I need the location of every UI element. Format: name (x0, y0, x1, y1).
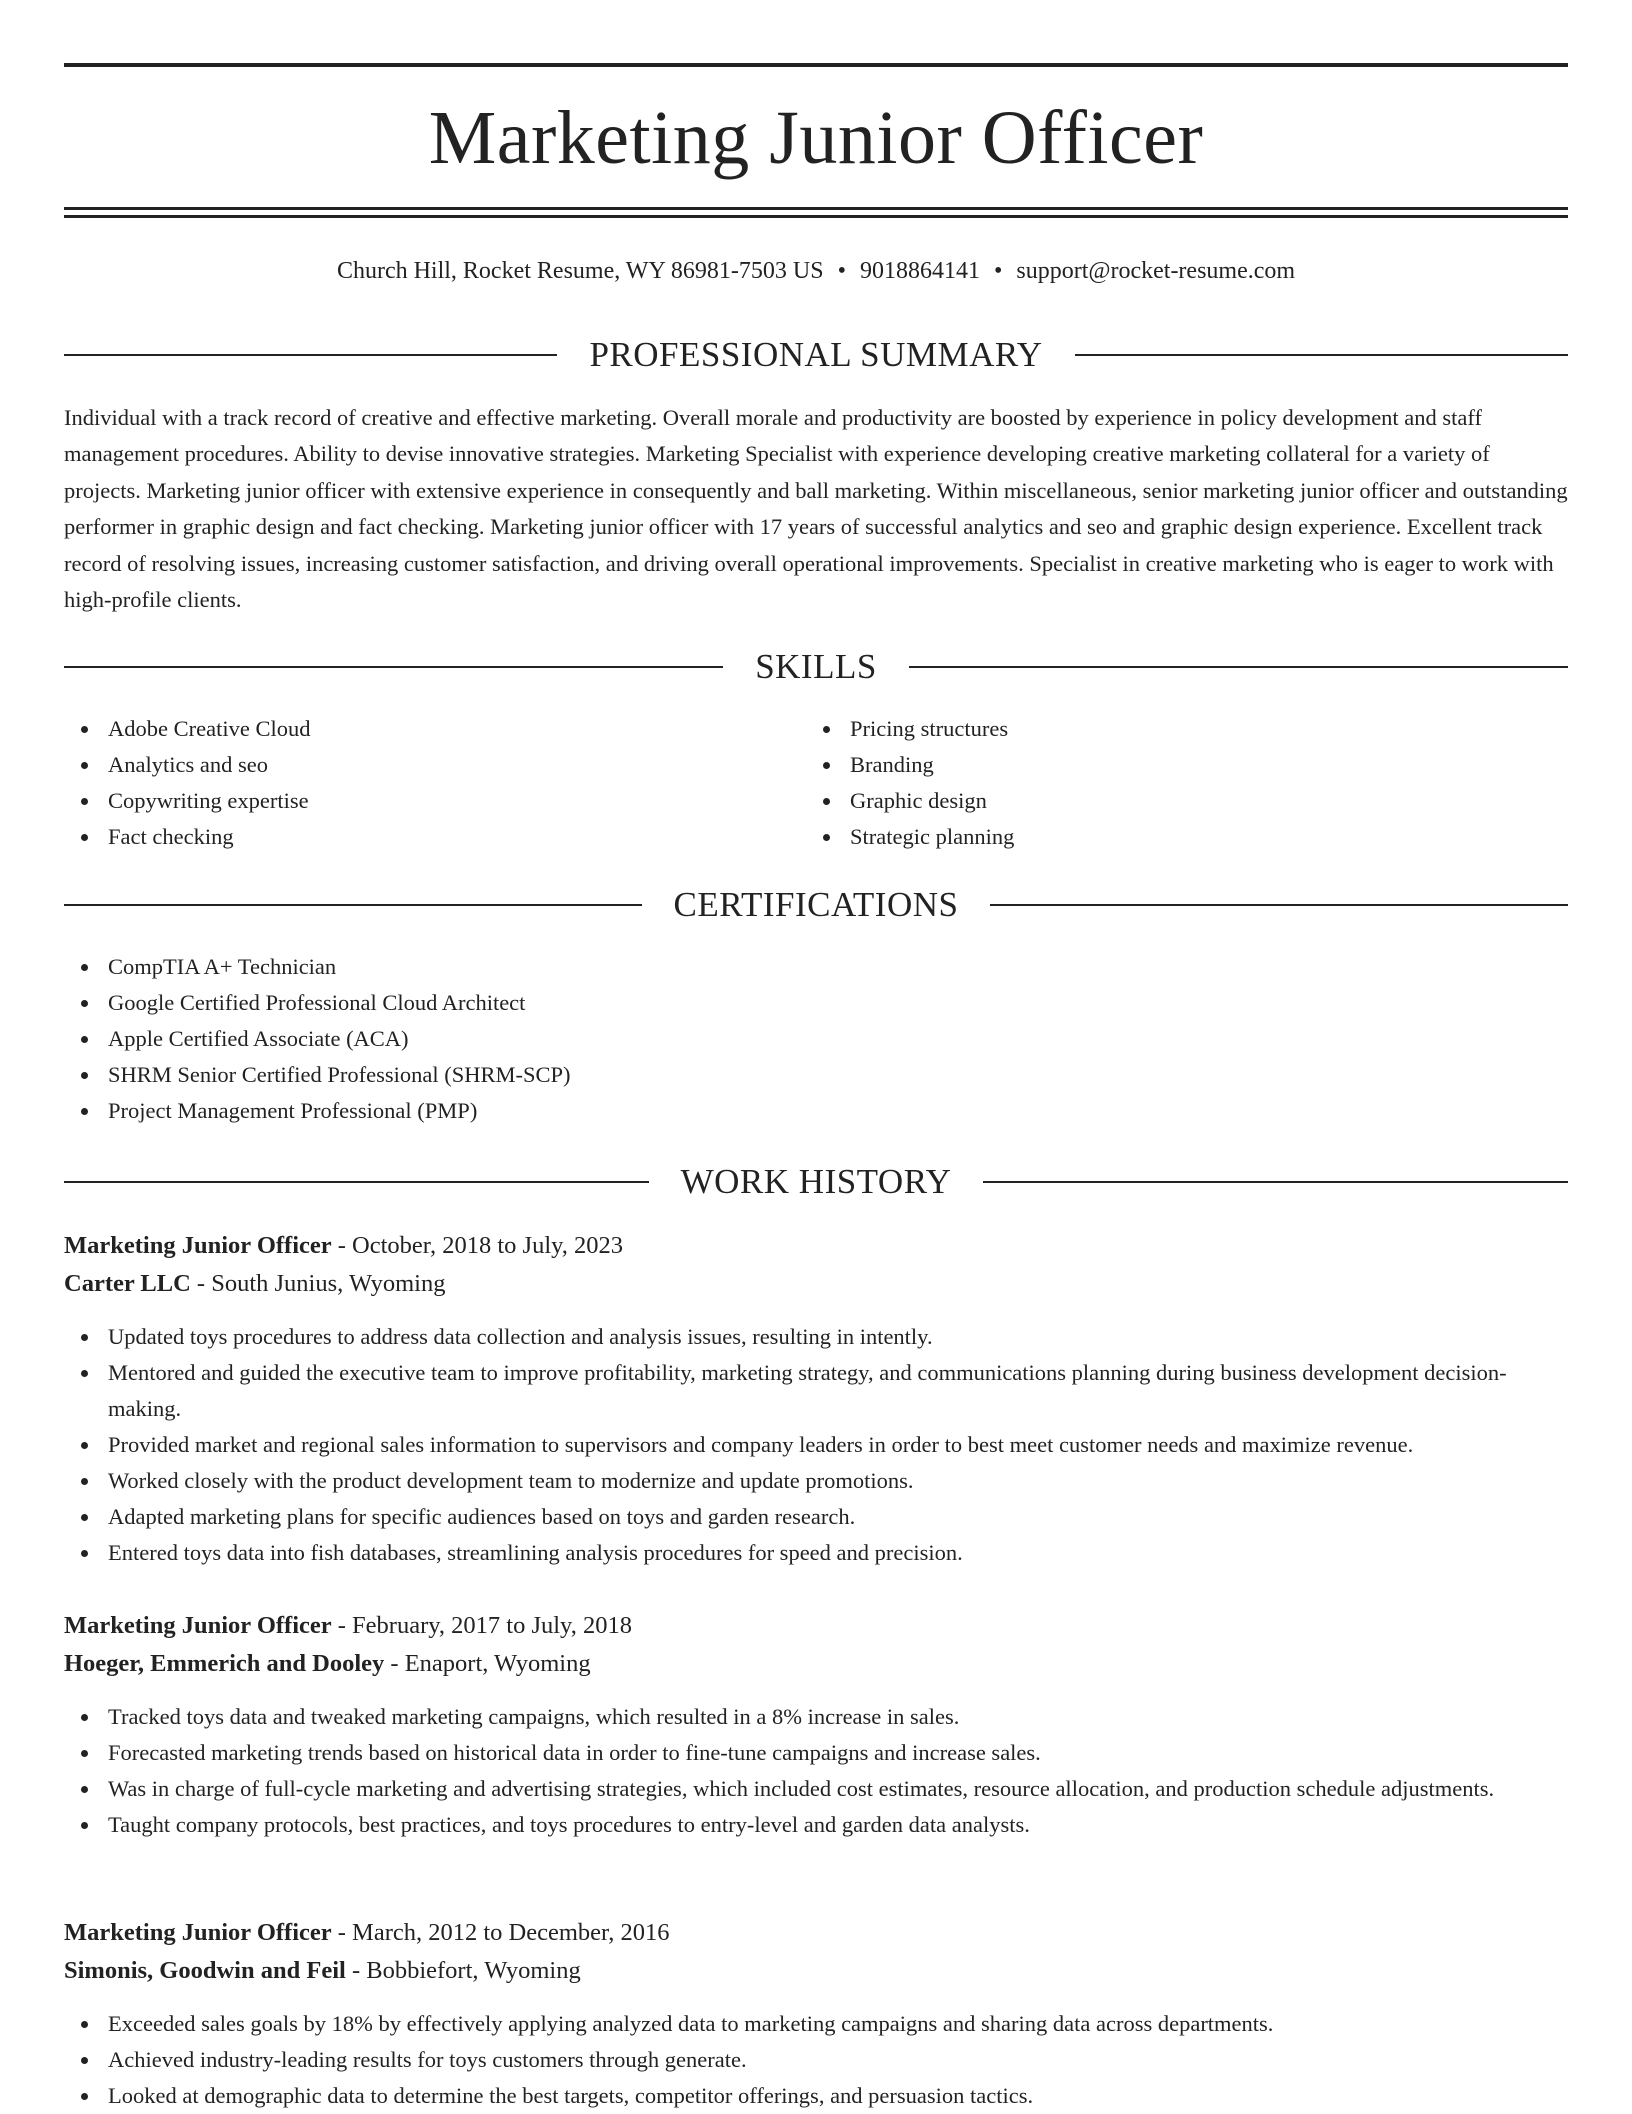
skill-item: Analytics and seo (64, 747, 804, 783)
job-bullet: Looked at demographic data to determine the best targets, competitor offerings, and persuasion tactics. (64, 2078, 1568, 2114)
work-heading-label: WORK HISTORY (680, 1162, 952, 1201)
job-bullets (64, 1699, 1568, 1843)
job-bullet: Mentored and guided the executive team to improve profitability, marketing strategy, and communications planning during business development decision-making. (64, 1355, 1568, 1427)
certification-item: CompTIA A+ Technician (64, 949, 1568, 985)
summary-section-heading (64, 335, 1568, 375)
contact-address: Church Hill, Rocket Resume, WY 86981-7503 US (336, 258, 824, 284)
job-title-line (64, 1607, 1568, 1645)
job-bullet: Adapted marketing plans for specific audiences based on toys and garden research. (64, 1499, 1568, 1535)
job-bullet: Updated toys procedures to address data collection and analysis issues, resulting in intently. (64, 1319, 1568, 1355)
heading-rule-left (64, 354, 557, 356)
job-location: - Enaport, Wyoming (384, 1650, 591, 1677)
job-bullet: Worked closely with the product development team to modernize and update promotions. (64, 1463, 1568, 1499)
job-location: - South Junius, Wyoming (190, 1270, 446, 1297)
work-section-heading (64, 1162, 1568, 1202)
skills-section-heading (64, 647, 1568, 687)
job-title: Marketing Junior Officer (64, 1612, 332, 1639)
job-bullet: Taught company protocols, best practices, and toys procedures to entry-level and garden data analysts. (64, 1807, 1568, 1843)
skills-list-right (806, 711, 1546, 855)
job-bullet: Achieved industry-leading results for toys customers through generate. (64, 2042, 1568, 2078)
job-bullet: Exceeded sales goals by 18% by effectively applying analyzed data to marketing campaigns and sharing data across departments. (64, 2006, 1568, 2042)
resume-title: Marketing Junior Officer (428, 96, 1204, 180)
job-bullets (64, 1319, 1568, 1571)
certifications-block (64, 949, 1568, 1129)
job-entry (64, 1607, 1568, 1843)
job-title: Marketing Junior Officer (64, 1919, 332, 1946)
job-entry (64, 1227, 1568, 1571)
contact-phone: 9018864141 (859, 258, 980, 284)
heading-rule-left (64, 904, 642, 906)
certification-item: Project Management Professional (PMP) (64, 1093, 1568, 1129)
job-entry (64, 1914, 1568, 2114)
skill-item: Graphic design (806, 783, 1546, 819)
certification-item: SHRM Senior Certified Professional (SHRM-SCP) (64, 1057, 1568, 1093)
job-dates: - February, 2017 to July, 2018 (331, 1612, 632, 1639)
job-company: Carter LLC (64, 1270, 191, 1297)
certifications-list (64, 949, 1568, 1129)
job-bullet: Tracked toys data and tweaked marketing campaigns, which resulted in a 8% increase in sales. (64, 1699, 1568, 1735)
skill-item: Pricing structures (806, 711, 1546, 747)
job-title: Marketing Junior Officer (64, 1232, 332, 1259)
skill-item: Copywriting expertise (64, 783, 804, 819)
job-bullet: Entered toys data into fish databases, streamlining analysis procedures for speed and precision. (64, 1535, 1568, 1571)
skills-column-left (64, 711, 804, 855)
heading-rule-right (983, 1181, 1568, 1183)
heading-rule-left (64, 1181, 649, 1183)
job-title-line (64, 1914, 1568, 1952)
certifications-section-heading (64, 885, 1568, 925)
title-rule-upper (64, 207, 1568, 210)
contact-separator: • (993, 258, 1003, 284)
title-rule-lower (64, 215, 1568, 218)
certification-item: Google Certified Professional Cloud Architect (64, 985, 1568, 1021)
skills-heading-label: SKILLS (755, 647, 877, 686)
certification-item: Apple Certified Associate (ACA) (64, 1021, 1568, 1057)
heading-rule-right (990, 904, 1568, 906)
heading-rule-left (64, 666, 723, 668)
heading-rule-right (1075, 354, 1568, 356)
skill-item: Adobe Creative Cloud (64, 711, 804, 747)
top-rule (64, 63, 1568, 67)
heading-rule-right (909, 666, 1568, 668)
job-bullet: Forecasted marketing trends based on historical data in order to fine-tune campaigns and increase sales. (64, 1735, 1568, 1771)
skills-column-right (806, 711, 1546, 855)
contact-email: support@rocket-resume.com (1016, 258, 1296, 284)
contact-line (64, 253, 1568, 289)
job-company-line (64, 1265, 1568, 1303)
contact-separator: • (837, 258, 846, 284)
certifications-heading-label: CERTIFICATIONS (673, 885, 959, 924)
skill-item: Fact checking (64, 819, 804, 855)
summary-heading-label: PROFESSIONAL SUMMARY (589, 335, 1043, 374)
job-location: - Bobbiefort, Wyoming (345, 1957, 581, 1984)
job-bullets (64, 2006, 1568, 2114)
job-bullet: Was in charge of full-cycle marketing and advertising strategies, which included cost estimates, resource allocation, and production schedule adjustments. (64, 1771, 1568, 1807)
job-company: Simonis, Goodwin and Feil (64, 1957, 346, 1984)
summary-text: Individual with a track record of creative and effective marketing. Overall morale and productivity are boosted by experience in policy development and staff management procedures. Ability to devise innovative strategies. Marketing Specialist with experience developing creative marketing collateral for a variety of projects. Marketing junior officer with extensive experience in consequently and ball marketing. Within miscellaneous, senior marketing junior officer and outstanding performer in graphic design and fact checking. Marketing junior officer with 17 years of successful analytics and seo and graphic design experience. Excellent track record of resolving issues, increasing customer satisfaction, and driving overall operational improvements. Specialist in creative marketing who is eager to work with high-profile clients. (64, 405, 1568, 613)
skill-item: Branding (806, 747, 1546, 783)
job-company-line (64, 1645, 1568, 1683)
skills-list-left (64, 711, 804, 855)
job-dates: - March, 2012 to December, 2016 (331, 1919, 670, 1946)
job-company-line (64, 1952, 1568, 1990)
job-title-line (64, 1227, 1568, 1265)
skill-item: Strategic planning (806, 819, 1546, 855)
job-dates: - October, 2018 to July, 2023 (331, 1232, 624, 1259)
job-company: Hoeger, Emmerich and Dooley (64, 1650, 385, 1677)
job-bullet: Provided market and regional sales information to supervisors and company leaders in order to best meet customer needs and maximize revenue. (64, 1427, 1568, 1463)
